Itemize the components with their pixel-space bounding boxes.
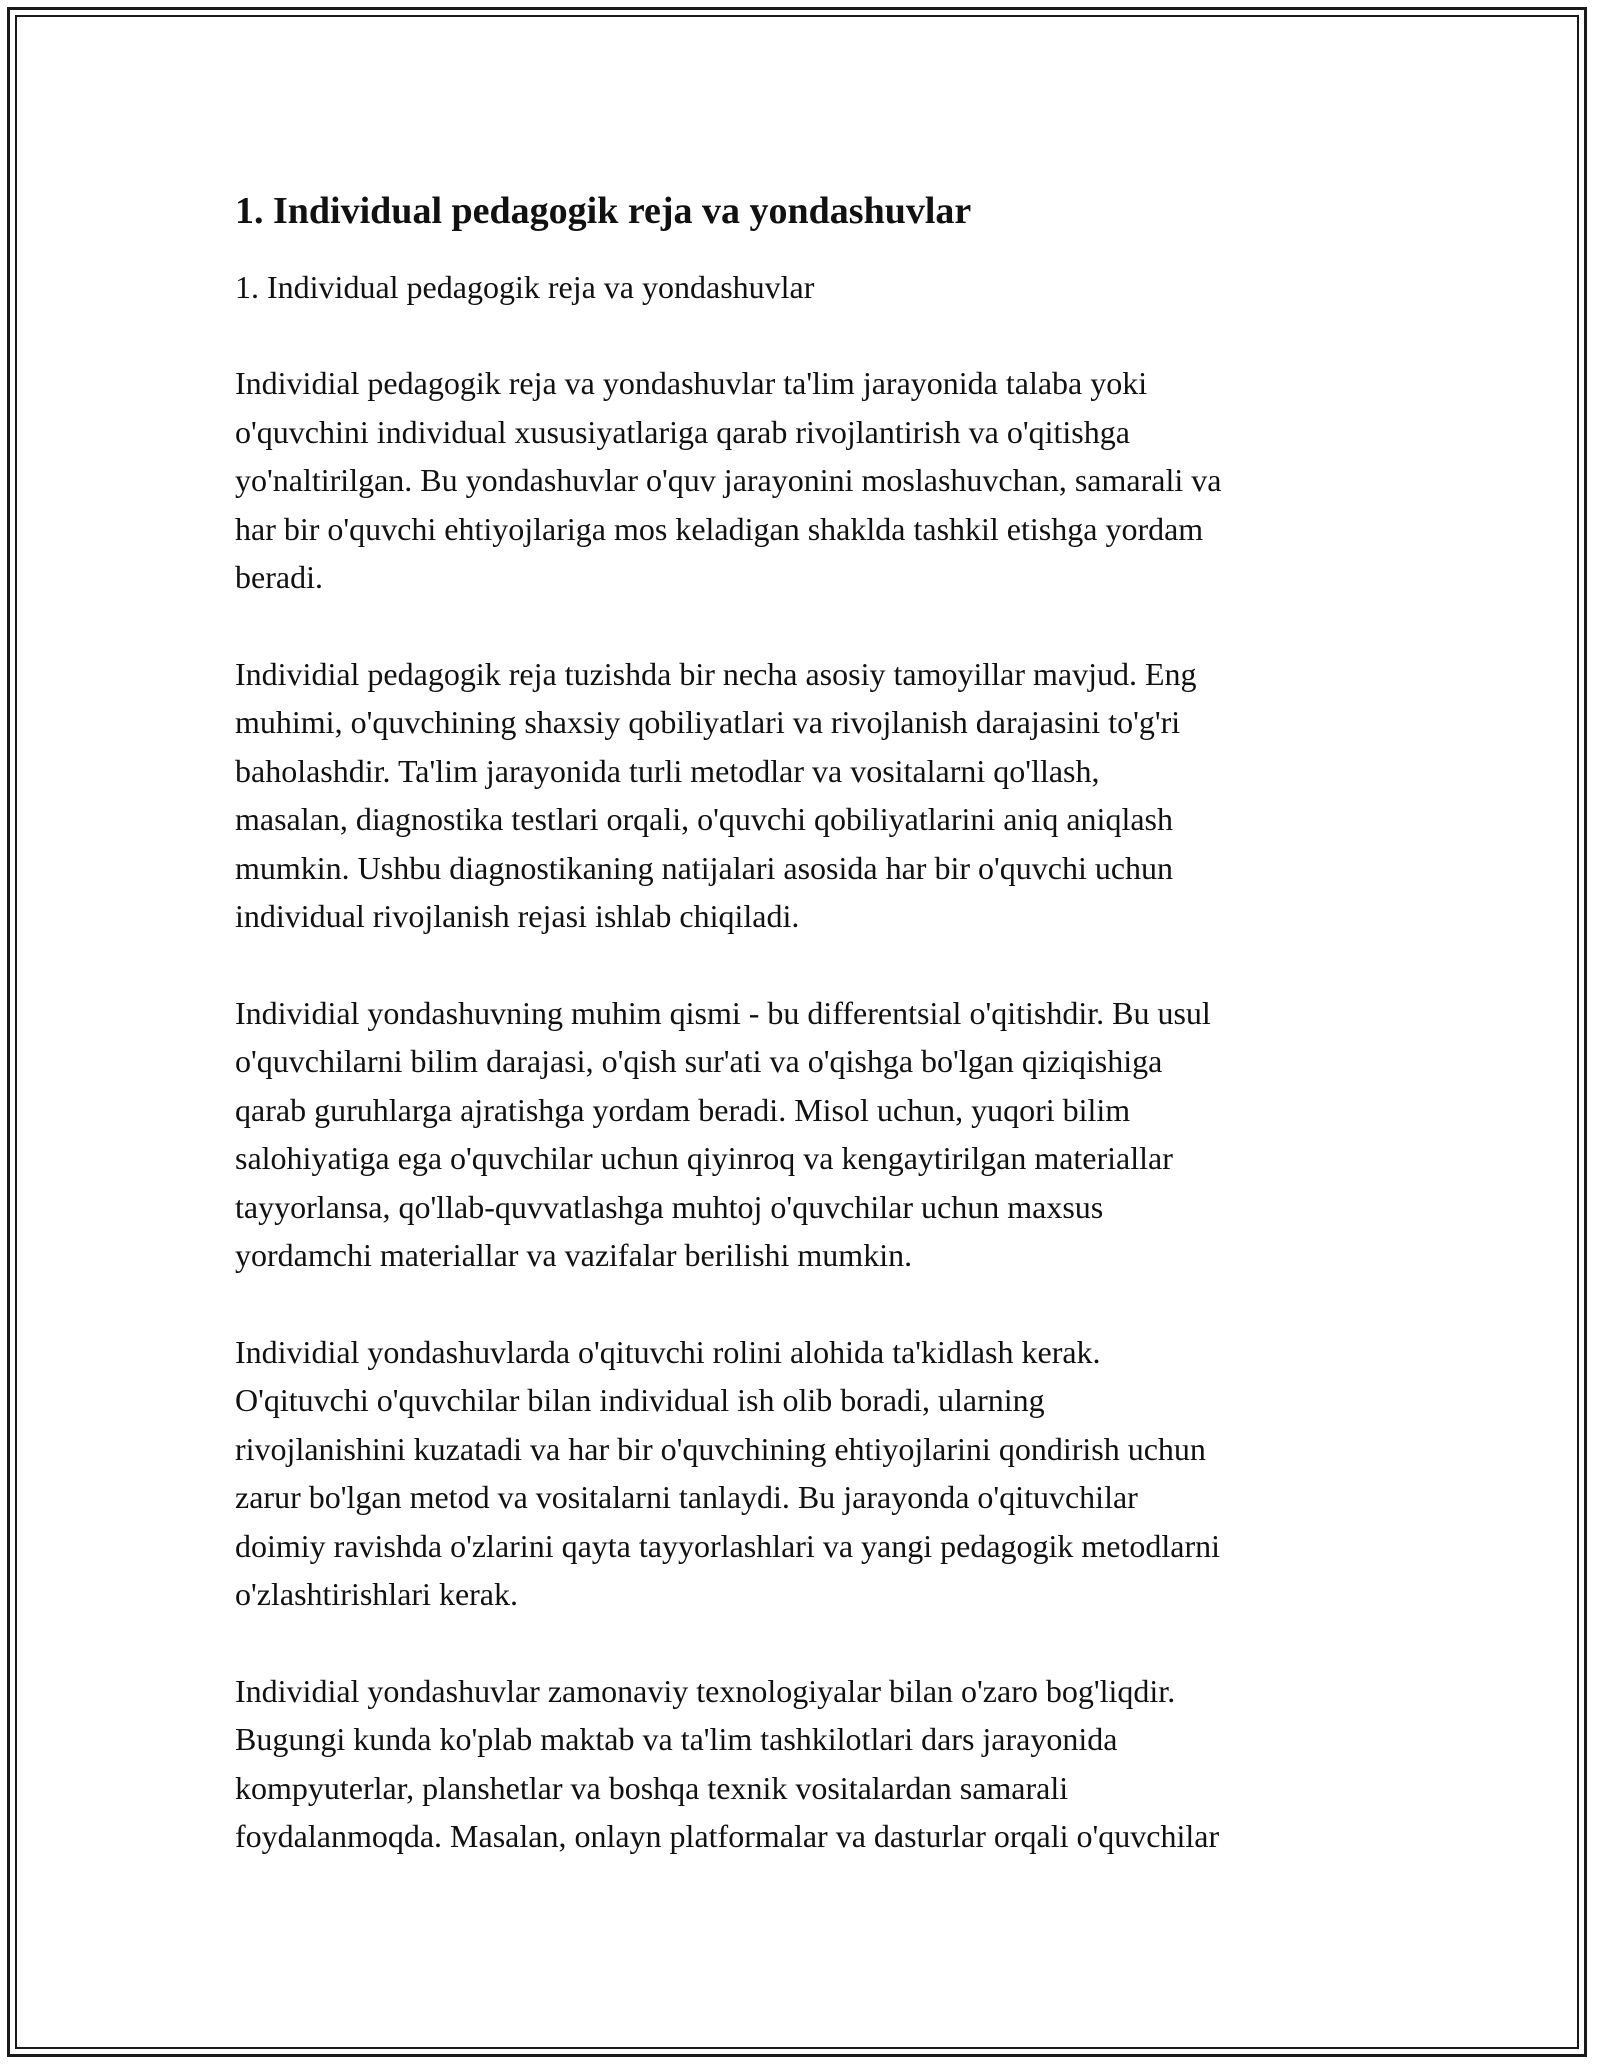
paragraph-1	[235, 359, 1375, 602]
paragraph-line: O'qituvchi o'quvchilar bilan individual ish olib boradi, ularning	[235, 1382, 1045, 1418]
paragraph-line: rivojlanishini kuzatadi va har bir o'quvchining ehtiyojlarini qondirish uchun	[235, 1430, 1206, 1467]
paragraph-line: zarur bo'lgan metod va vositalarni tanlaydi. Bu jarayonda o'qituvchilar	[235, 1479, 1138, 1515]
paragraph-line: o'quvchini individual xususiyatlariga qarab rivojlantirish va o'qitishga	[235, 413, 1130, 450]
paragraph-line: Bugungi kunda ko'plab maktab va ta'lim tashkilotlari dars jarayonida	[235, 1721, 1118, 1757]
paragraph-5	[235, 1667, 1375, 1861]
paragraph-line: mumkin. Ushbu diagnostikaning natijalari asosida har bir o'quvchi uchun	[235, 849, 1174, 886]
paragraph-2	[235, 650, 1375, 941]
paragraph-line: individual rivojlanish rejasi ishlab chiqiladi.	[235, 898, 800, 934]
paragraph-line: Individial pedagogik reja tuzishda bir necha asosiy tamoyillar mavjud. Eng	[235, 655, 1197, 692]
paragraph-line: doimiy ravishda o'zlarini qayta tayyorlashlari va yangi pedagogik metodlarni	[235, 1527, 1221, 1564]
paragraph-line: o'quvchilarni bilim darajasi, o'qish sur'ati va o'qishga bo'lgan qiziqishiga	[235, 1043, 1163, 1079]
paragraph-3	[235, 989, 1375, 1280]
paragraph-line: salohiyatiga ega o'quvchilar uchun qiyinroq va kengaytirilgan materiallar	[235, 1140, 1173, 1176]
paragraph-line: yordamchi materiallar va vazifalar berilishi mumkin.	[235, 1237, 913, 1273]
paragraph-line: beradi.	[235, 559, 323, 595]
paragraph-line: tayyorlansa, qo'llab-quvvatlashga muhtoj o'quvchilar uchun maxsus	[235, 1188, 1104, 1225]
paragraph-line: Individial yondashuvlar zamonaviy texnologiyalar bilan o'zaro bog'liqdir.	[235, 1672, 1176, 1709]
paragraph-line: Individial yondashuvning muhim qismi - bu differentsial o'qitishdir. Bu usul	[235, 994, 1211, 1031]
paragraph-line: Individial yondashuvlarda o'qituvchi rolini alohida ta'kidlash kerak.	[235, 1333, 1101, 1370]
paragraph-4	[235, 1328, 1375, 1619]
paragraph-line: har bir o'quvchi ehtiyojlariga mos keladigan shaklda tashkil etishga yordam	[235, 510, 1204, 547]
paragraph-line: yo'naltirilgan. Bu yondashuvlar o'quv jarayonini moslashuvchan, samarali va	[235, 462, 1222, 498]
document-body	[235, 185, 1375, 1861]
paragraph-line: Individial pedagogik reja va yondashuvlar ta'lim jarayonida talaba yoki	[235, 365, 1148, 401]
document-heading: 1. Individual pedagogik reja va yondashuvlar	[235, 190, 972, 232]
document-subtitle: 1. Individual pedagogik reja va yondashuvlar	[235, 269, 815, 305]
paragraph-line: masalan, diagnostika testlari orqali, o'quvchi qobiliyatlarini aniq aniqlash	[235, 801, 1173, 837]
paragraph-line: o'zlashtirishlari kerak.	[235, 1576, 518, 1612]
paragraph-line: foydalanmoqda. Masalan, onlayn platformalar va dasturlar orqali o'quvchilar	[235, 1818, 1220, 1854]
paragraph-line: qarab guruhlarga ajratishga yordam beradi. Misol uchun, yuqori bilim	[235, 1091, 1131, 1128]
paragraph-line: kompyuterlar, planshetlar va boshqa texnik vositalardan samarali	[235, 1769, 1069, 1806]
paragraph-line: baholashdir. Ta'lim jarayonida turli metodlar va vositalarni qo'llash,	[235, 752, 1100, 789]
paragraph-line: muhimi, o'quvchining shaxsiy qobiliyatlari va rivojlanish darajasini to'g'ri	[235, 704, 1181, 740]
